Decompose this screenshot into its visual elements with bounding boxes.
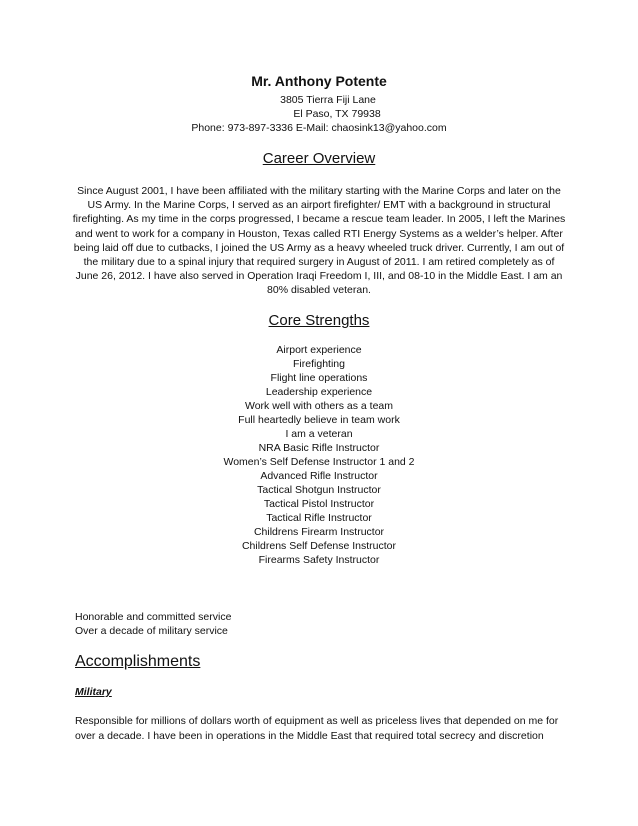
list-item: Tactical Rifle Instructor [266, 512, 372, 524]
list-item: Firefighting [293, 358, 345, 370]
extra-line-1: Honorable and committed service [75, 611, 232, 623]
core-strengths-list [0, 343, 638, 567]
list-item: Advanced Rifle Instructor [260, 470, 378, 482]
list-item: Firearms Safety Instructor [258, 554, 380, 566]
military-text: Responsible for millions of dollars worth of equipment as well as priceless lives that depended on me for over a decade. I have been in operations in the Middle East that required total secrecy and discretion [75, 715, 559, 742]
list-item: Leadership experience [265, 386, 373, 398]
address-line-2: El Paso, TX 79938 [293, 108, 381, 120]
list-item: Full heartedly believe in team work [238, 414, 400, 426]
list-item: Tactical Pistol Instructor [263, 498, 375, 510]
list-item: Work well with others as a team [244, 400, 394, 412]
accomplishments-heading: Accomplishments [75, 653, 201, 670]
list-item: NRA Basic Rifle Instructor [258, 442, 380, 454]
military-subheading: Military [75, 686, 112, 698]
address-line-1: 3805 Tierra Fiji Lane [280, 94, 376, 106]
career-overview-heading: Career Overview [262, 150, 376, 167]
core-strengths-heading: Core Strengths [268, 312, 370, 329]
list-item: Women’s Self Defense Instructor 1 and 2 [223, 456, 415, 468]
list-item: I am a veteran [285, 428, 353, 440]
list-item: Flight line operations [270, 372, 368, 384]
candidate-name: Mr. Anthony Potente [251, 73, 387, 89]
contact-line: Phone: 973-897-3336 E-Mail: chaosink13@yahoo.com [191, 122, 447, 134]
career-overview-text: Since August 2001, I have been affiliated with the military starting with the Marine Corps and later on the US Army. In the Marine Corps, I served as an airport firefighter/ EMT with a background in structural firefighting. As my time in the corps progressed, I became a rescue team leader. In 2005, I left the Marines and went to work for a company in Houston, Texas called RTI Energy Systems as a welder’s helper. After being laid off due to cutbacks, I joined the US Army as a heavy wheeled truck driver. Currently, I am out of the military due to a spinal injury that required surgery in August of 2011. I am retired completely as of June 26, 2012. I have also served in Operation Iraqi Freedom I, III, and 08-10 in the Middle East. I am an 80% disabled veteran. [72, 185, 566, 297]
extra-line-2: Over a decade of military service [75, 625, 228, 637]
list-item: Childrens Firearm Instructor [253, 526, 385, 538]
list-item: Tactical Shotgun Instructor [257, 484, 381, 496]
list-item: Airport experience [276, 344, 362, 356]
list-item: Childrens Self Defense Instructor [241, 540, 397, 552]
